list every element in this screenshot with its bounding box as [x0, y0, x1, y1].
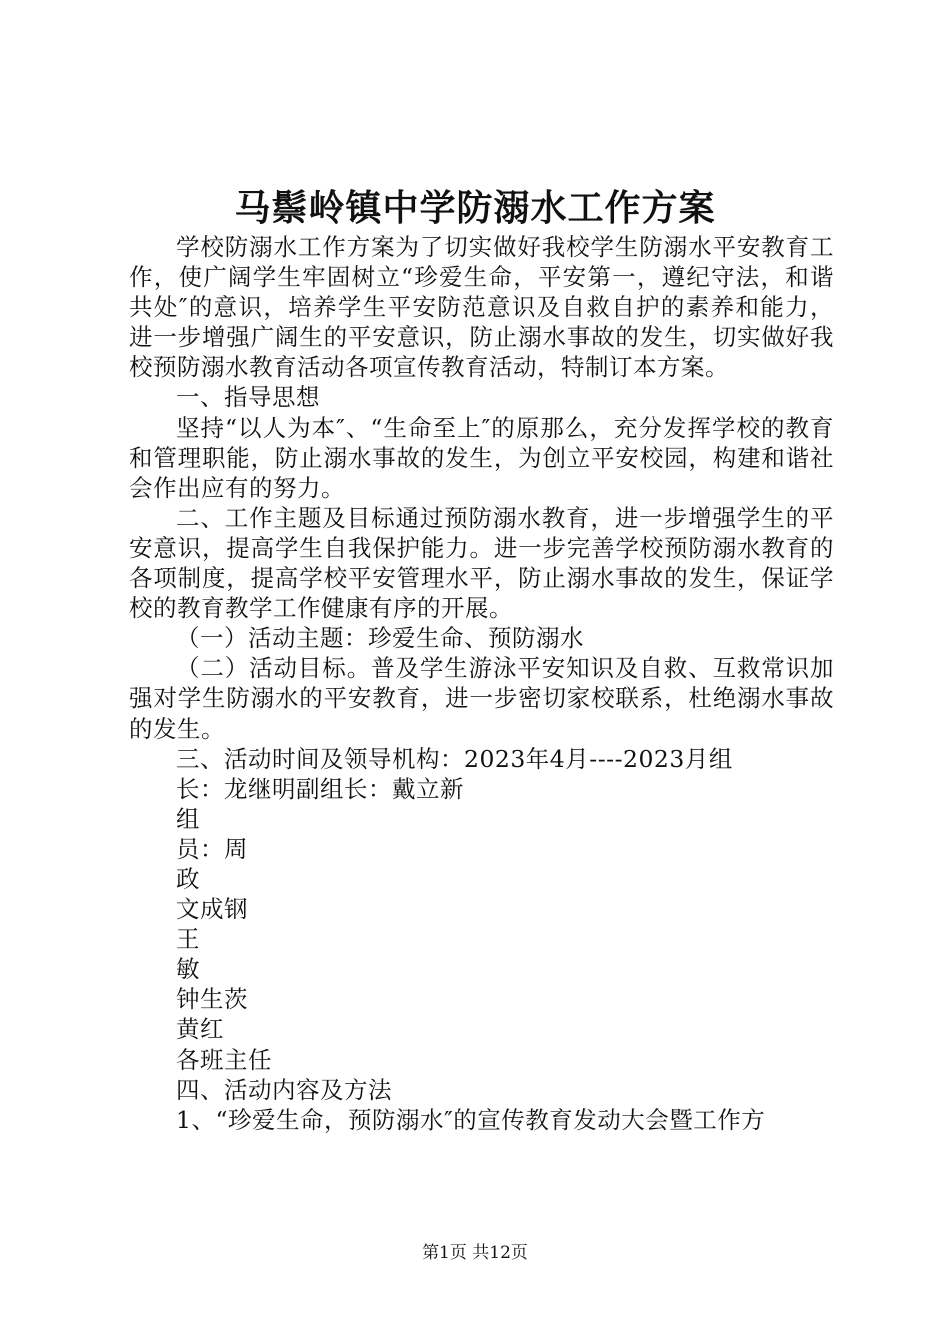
line-member-label-2: 员：周	[176, 834, 248, 863]
paragraph-guiding-ideology: 坚持“以人为本″、“生命至上″的原那么，充分发挥学校的教育和管理职能，防止溺水事故的发生，为创立平安校园，构建和谐社会作出应有的努力。	[129, 413, 834, 502]
line-member-name: 各班主任	[176, 1045, 272, 1074]
paragraph-time-and-leadership: 三、活动时间及领导机构：2023年4月----2023月组	[176, 744, 733, 773]
paragraph-activity-goal: （二）活动目标。普及学生游泳平安知识及自救、互救常识加强对学生防溺水的平安教育，进一步密切家校联系，杜绝溺水事故的发生。	[129, 654, 834, 743]
paragraph-theme-goals: 二、工作主题及目标通过预防溺水教育，进一步增强学生的平安意识，提高学生自我保护能力。进一步完善学校预防溺水教育的各项制度，提高学校平安管理水平，防止溺水事故的发生，保证学校的教育教学工作健康有序的开展。	[129, 503, 834, 623]
heading-guiding-ideology: 一、指导思想	[176, 383, 320, 412]
line-member-name: 政	[176, 864, 200, 893]
paragraph-activity-theme: （一）活动主题：珍爱生命、预防溺水	[176, 624, 584, 653]
line-member-name: 文成钢	[176, 895, 248, 924]
line-member-label-1: 组	[176, 804, 200, 833]
heading-activity-content: 四、活动内容及方法	[176, 1075, 392, 1104]
paragraph-intro: 学校防溺水工作方案为了切实做好我校学生防溺水平安教育工作，使广阔学生牢固树立“珍爱生命，平安第一，遵纪守法，和谐共处″的意识，培养学生平安防范意识及自救自护的素养和能力，进一步增强广阔生的平安意识，防止溺水事故的发生，切实做好我校预防溺水教育活动各项宣传教育活动，特制订本方案。	[129, 233, 834, 382]
line-member-name: 黄红	[176, 1015, 224, 1044]
line-member-name: 敏	[176, 955, 200, 984]
line-member-name: 王	[176, 925, 200, 954]
line-activity-item-1: 1、“珍爱生命，预防溺水″的宣传教育发动大会暨工作方	[176, 1105, 766, 1134]
line-leader-list: 长：龙继明副组长：戴立新	[176, 774, 464, 803]
page-footer: 第1页 共12页	[422, 1243, 528, 1263]
document-title: 马鬃岭镇中学防溺水工作方案	[234, 187, 716, 229]
document-body	[129, 232, 834, 1135]
line-member-name: 钟生茨	[176, 985, 248, 1014]
